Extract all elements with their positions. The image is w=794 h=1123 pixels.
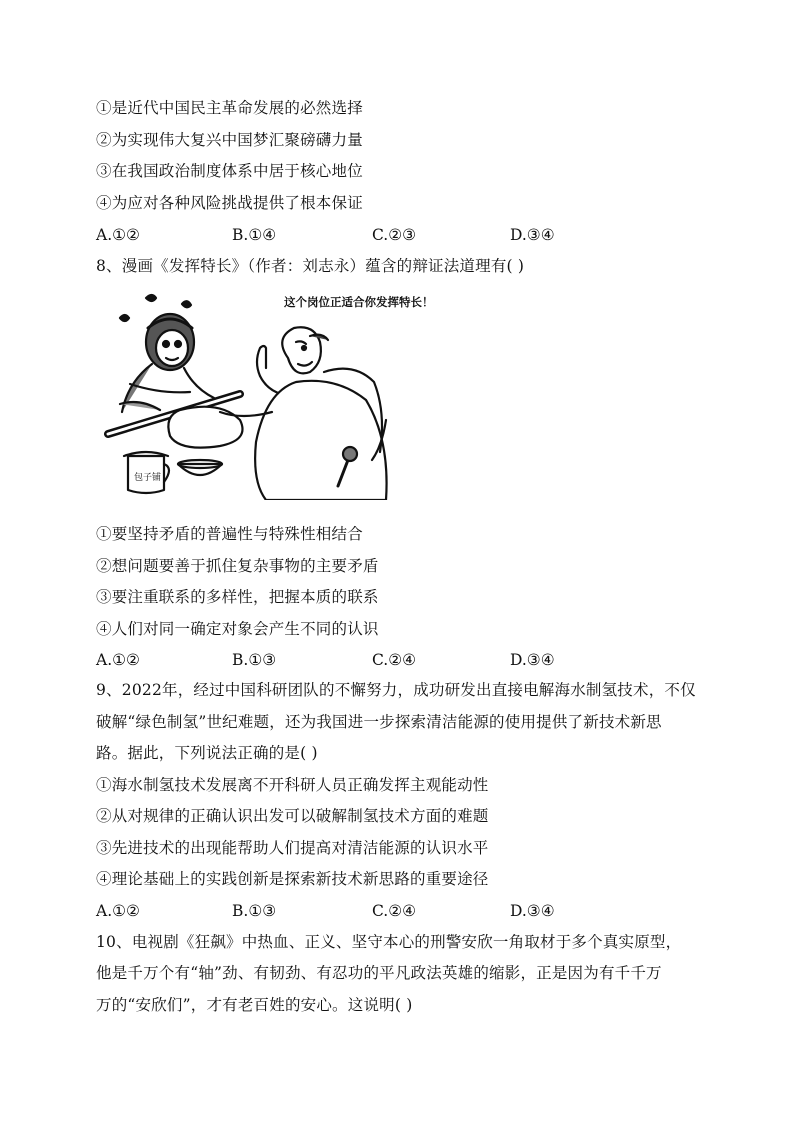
q9-stem-line-1: 9、2022年，经过中国科研团队的不懈努力，成功研发出直接电解海水制氢技术，不仅 [96, 681, 696, 699]
q9-option-c[interactable]: C.②④ [372, 902, 417, 920]
cartoon-cup-label: 包子铺 [134, 473, 162, 483]
q7-option-c[interactable]: C.②③ [372, 226, 417, 244]
q7-option-b[interactable]: B.①④ [232, 226, 277, 244]
q8-statement-3: ③要注重联系的多样性，把握本质的联系 [96, 588, 379, 606]
q9-statement-1: ①海水制氢技术发展离不开科研人员正确发挥主观能动性 [96, 776, 489, 794]
q7-option-a[interactable]: A.①② [96, 226, 140, 244]
q8-stem: 8、漫画《发挥特长》（作者：刘志永）蕴含的辩证法道理有( ) [96, 257, 525, 275]
q8-statement-4: ④人们对同一确定对象会产生不同的认识 [96, 620, 379, 638]
cartoon-drawing [100, 284, 400, 500]
q8-statement-1: ①要坚持矛盾的普遍性与特殊性相结合 [96, 525, 363, 543]
q8-option-b[interactable]: B.①③ [232, 651, 277, 669]
q8-option-a[interactable]: A.①② [96, 651, 140, 669]
q7-option-d[interactable]: D.③④ [510, 226, 555, 244]
q9-statement-3: ③先进技术的出现能帮助人们提高对清洁能源的认识水平 [96, 839, 489, 857]
q10-stem-line-2: 他是千万个有“轴”劲、有韧劲、有忍功的平凡政法英雄的缩影，正是因为有千千万 [96, 964, 662, 982]
q7-statement-2: ②为实现伟大复兴中国梦汇聚磅礴力量 [96, 131, 363, 149]
q10-stem-line-3: 万的“安欣们”，才有老百姓的安心。这说明( ) [96, 996, 413, 1014]
q8-options [96, 650, 696, 670]
q7-options [96, 225, 696, 245]
q9-statement-2: ②从对规律的正确认识出发可以破解制氢技术方面的难题 [96, 807, 489, 825]
q9-option-a[interactable]: A.①② [96, 902, 140, 920]
q9-option-b[interactable]: B.①③ [232, 902, 277, 920]
q7-statement-4: ④为应对各种风险挑战提供了根本保证 [96, 194, 363, 212]
q9-stem-line-2: 破解“绿色制氢”世纪难题，还为我国进一步探索清洁能源的使用提供了新技术新思 [96, 713, 662, 731]
q7-statement-1: ①是近代中国民主革命发展的必然选择 [96, 99, 363, 117]
q8-statement-2: ②想问题要善于抓住复杂事物的主要矛盾 [96, 557, 379, 575]
cartoon-speech-bubble: 这个岗位正适合你发挥特长！ [284, 295, 434, 309]
q9-options [96, 901, 696, 921]
q9-option-d[interactable]: D.③④ [510, 902, 555, 920]
cartoon-image [100, 284, 400, 500]
q10-stem-line-1: 10、电视剧《狂飙》中热血、正义、坚守本心的刑警安欣一角取材于多个真实原型， [96, 933, 682, 951]
q8-option-c[interactable]: C.②④ [372, 651, 417, 669]
q9-stem-line-3: 路。据此，下列说法正确的是( ) [96, 744, 318, 762]
q8-option-d[interactable]: D.③④ [510, 651, 555, 669]
q7-statement-3: ③在我国政治制度体系中居于核心地位 [96, 162, 363, 180]
q9-statement-4: ④理论基础上的实践创新是探索新技术新思路的重要途径 [96, 870, 489, 888]
